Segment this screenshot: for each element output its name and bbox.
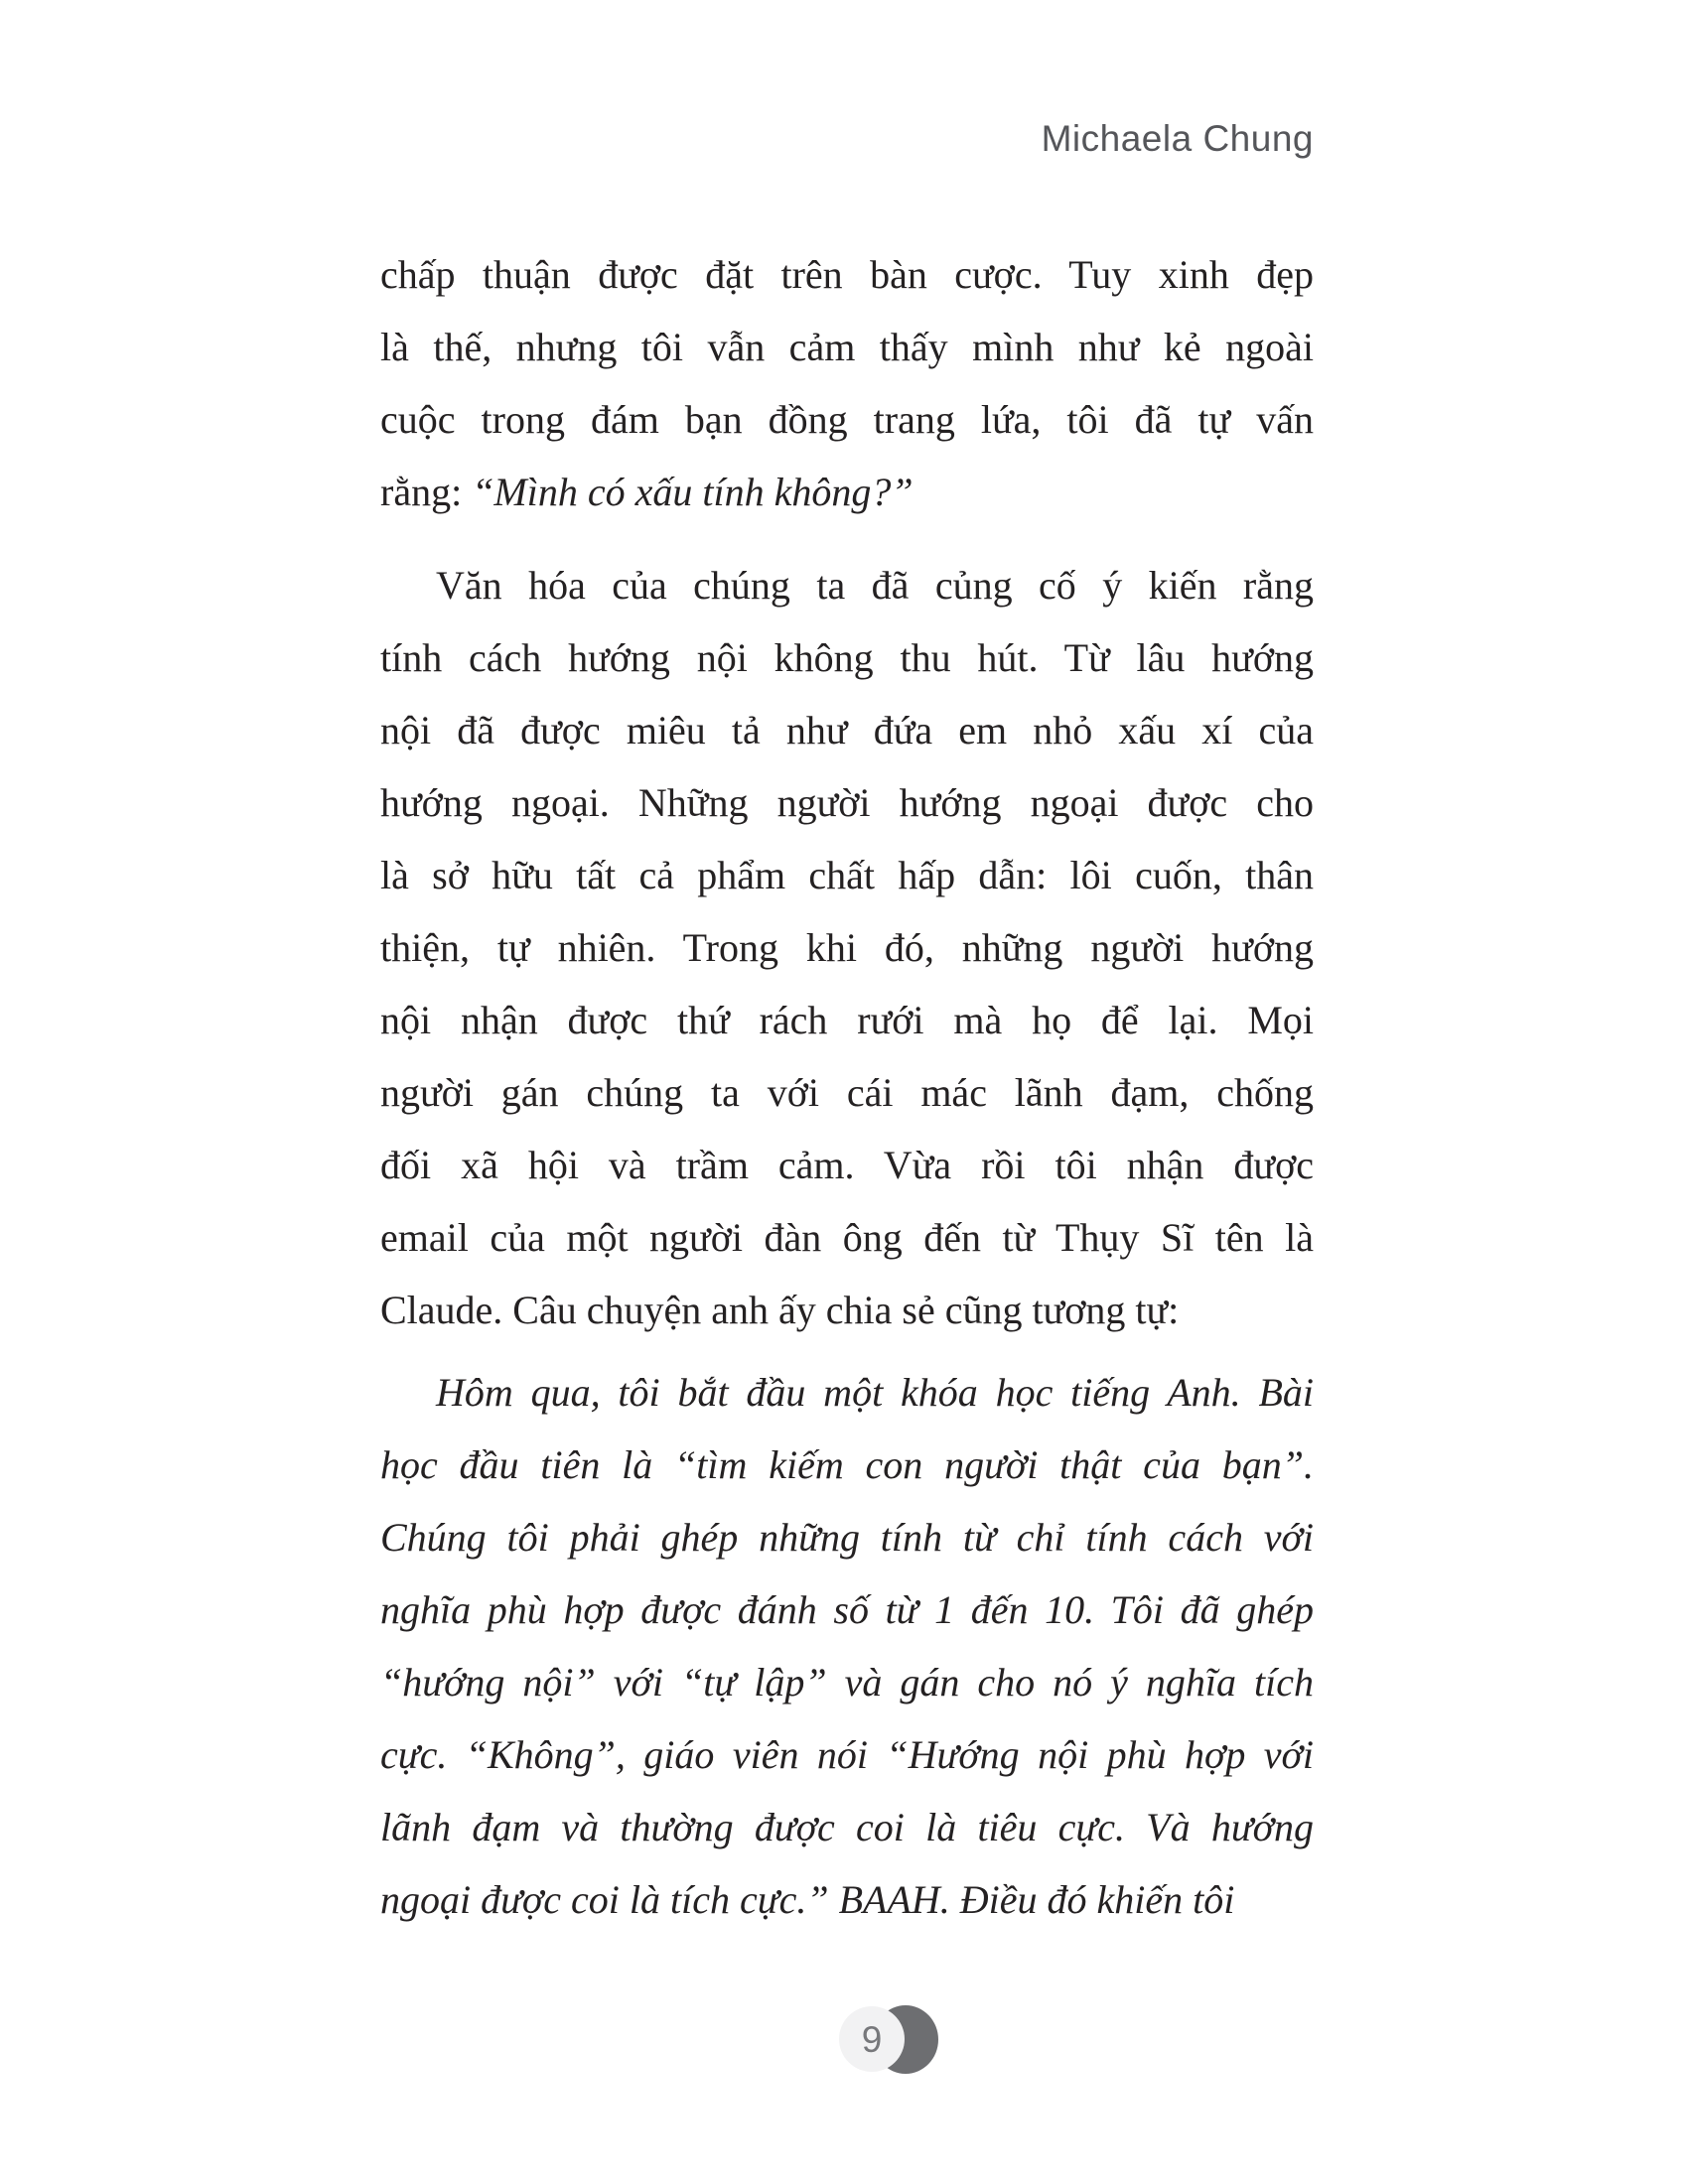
text-line <box>380 621 1314 694</box>
text-segment: rằng: <box>380 470 473 514</box>
text-line <box>380 383 1314 456</box>
text-line <box>380 694 1314 766</box>
text-segment: Hôm qua, tôi bắt đầu một khóa học tiếng Anh. Bài <box>436 1370 1314 1415</box>
text-segment: là thế, nhưng tôi vẫn cảm thấy mình như kẻ ngoài <box>380 325 1314 369</box>
text-segment: cuộc trong đám bạn đồng trang lứa, tôi đã tự vấn <box>380 397 1314 442</box>
page-number: 9 <box>861 2018 883 2060</box>
page-number-ornament <box>839 2005 940 2075</box>
text-line <box>380 766 1314 839</box>
text-line <box>380 911 1314 984</box>
running-header-author: Michaela Chung <box>1041 118 1314 159</box>
text-line <box>380 1791 1314 1863</box>
text-segment: Văn hóa của chúng ta đã củng cố ý kiến rằng <box>436 563 1314 608</box>
text-line <box>380 1129 1314 1201</box>
text-segment: hướng ngoại. Những người hướng ngoại được cho <box>380 780 1314 825</box>
text-line <box>380 1863 1314 1936</box>
text-line <box>380 1429 1314 1501</box>
text-segment: đối xã hội và trầm cảm. Vừa rồi tôi nhận được <box>380 1143 1314 1187</box>
text-line <box>380 984 1314 1056</box>
text-line <box>380 311 1314 383</box>
text-line <box>380 549 1314 621</box>
text-line <box>380 1501 1314 1573</box>
text-segment: chấp thuận được đặt trên bàn cược. Tuy xinh đẹp <box>380 252 1314 297</box>
text-line <box>380 1356 1314 1429</box>
text-segment: nội đã được miêu tả như đứa em nhỏ xấu xí của <box>380 708 1314 752</box>
text-segment: Claude. Câu chuyện anh ấy chia sẻ cũng tương tự: <box>380 1288 1180 1332</box>
text-segment: nội nhận được thứ rách rưới mà họ để lại. Mọi <box>380 998 1314 1042</box>
page-body-text <box>380 238 1314 1936</box>
text-line <box>380 456 1314 528</box>
text-line <box>380 1646 1314 1718</box>
text-line <box>380 1274 1314 1346</box>
text-line <box>380 238 1314 311</box>
text-segment: thiện, tự nhiên. Trong khi đó, những người hướng <box>380 925 1314 970</box>
text-segment: học đầu tiên là “tìm kiếm con người thật của bạn”. <box>380 1442 1314 1487</box>
text-line <box>380 1718 1314 1791</box>
text-column <box>380 0 1314 1936</box>
paragraph <box>380 549 1314 1346</box>
text-segment: cực. “Không”, giáo viên nói “Hướng nội phù hợp với <box>380 1732 1314 1777</box>
text-segment: tính cách hướng nội không thu hút. Từ lâu hướng <box>380 635 1314 680</box>
italic-text-segment: “Mình có xấu tính không?” <box>472 470 914 514</box>
text-segment: lãnh đạm và thường được coi là tiêu cực. Và hướng <box>380 1805 1314 1849</box>
paragraph <box>380 238 1314 528</box>
text-line <box>380 1201 1314 1274</box>
text-segment: là sở hữu tất cả phẩm chất hấp dẫn: lôi cuốn, thân <box>380 853 1314 897</box>
text-line <box>380 1573 1314 1646</box>
text-segment: nghĩa phù hợp được đánh số từ 1 đến 10. Tôi đã ghép <box>380 1587 1314 1632</box>
text-segment: “hướng nội” với “tự lập” và gán cho nó ý nghĩa tích <box>380 1660 1314 1705</box>
text-line <box>380 1056 1314 1129</box>
text-segment: email của một người đàn ông đến từ Thụy Sĩ tên là <box>380 1215 1314 1260</box>
text-segment: ngoại được coi là tích cực.” BAAH. Điều đó khiến tôi <box>380 1877 1235 1922</box>
paragraph <box>380 1356 1314 1936</box>
text-segment: người gán chúng ta với cái mác lãnh đạm, chống <box>380 1070 1314 1115</box>
page-number-circle-icon <box>839 2006 905 2072</box>
text-line <box>380 839 1314 911</box>
text-segment: Chúng tôi phải ghép những tính từ chỉ tính cách với <box>380 1515 1314 1560</box>
